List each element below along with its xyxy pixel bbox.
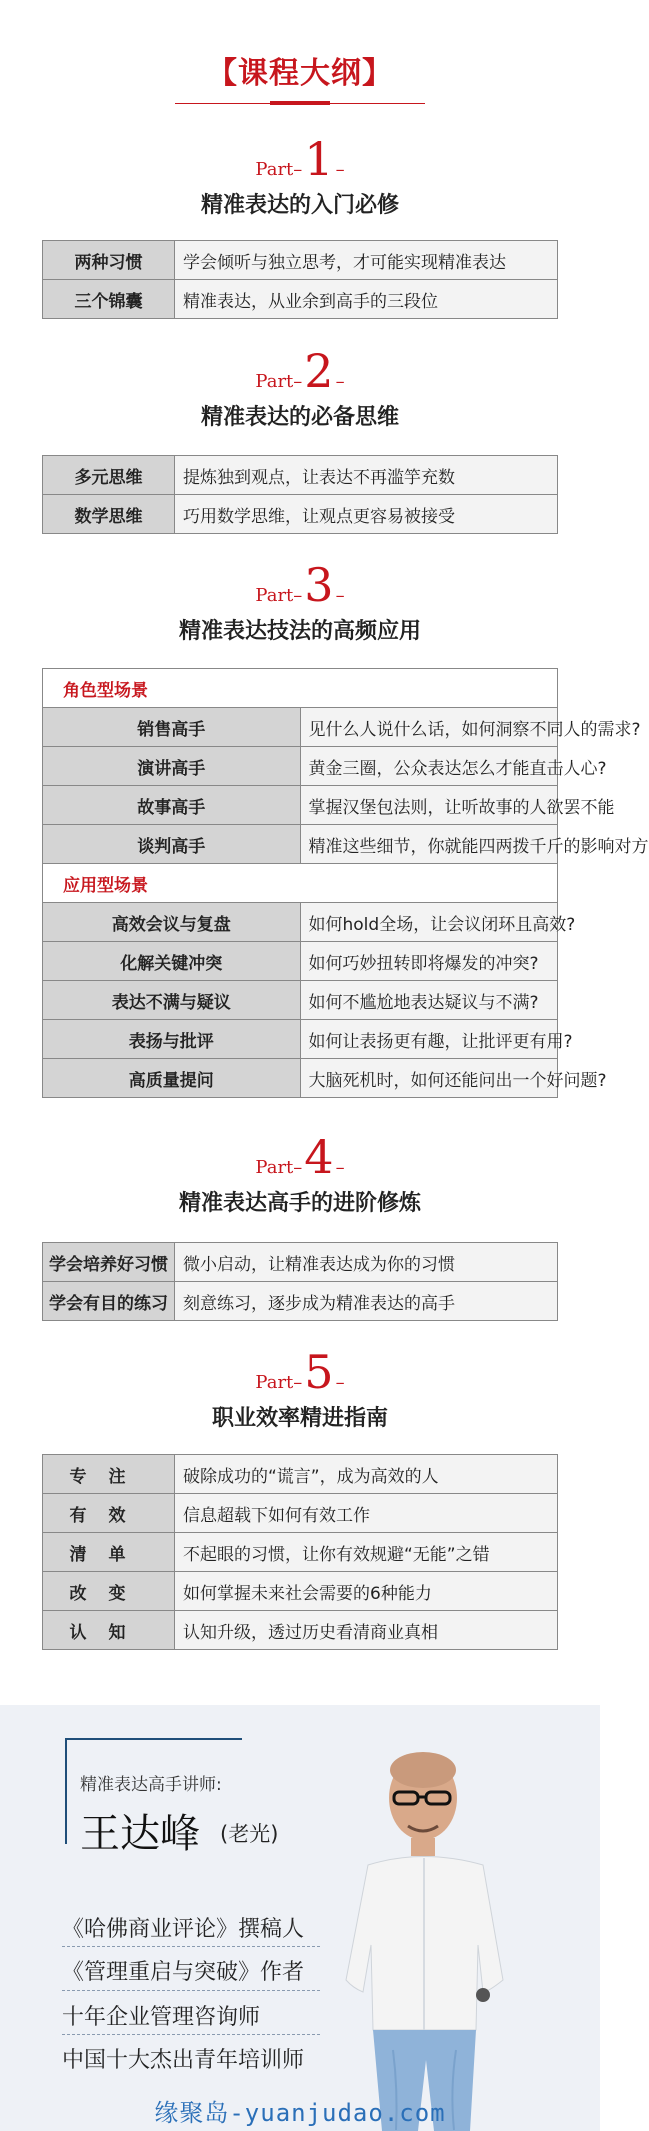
row-description: 信息超载下如何有效工作 bbox=[175, 1494, 558, 1533]
row-description: 巧用数学思维，让观点更容易被接受 bbox=[175, 495, 558, 534]
part-2-table bbox=[42, 455, 558, 534]
instructor-alias: (老光) bbox=[220, 1822, 279, 1846]
divider bbox=[62, 1990, 320, 1991]
table-row bbox=[43, 241, 558, 280]
part-label: Part bbox=[255, 159, 294, 180]
row-description: 学会倾听与独立思考，才可能实现精准表达 bbox=[175, 241, 558, 280]
row-description: 破除成功的“谎言”，成为高效的人 bbox=[175, 1455, 558, 1494]
row-label: 高效会议与复盘 bbox=[43, 903, 301, 942]
part-label: Part bbox=[255, 1157, 294, 1178]
row-description: 大脑死机时，如何还能问出一个好问题? bbox=[300, 1059, 558, 1098]
part-3-header: Part–3 – 精准表达技法的高频应用 bbox=[0, 558, 600, 645]
part-3-title: 精准表达技法的高频应用 bbox=[178, 619, 421, 644]
category-heading: 角色型场景 bbox=[43, 669, 558, 708]
instructor-photo bbox=[338, 1730, 600, 2131]
row-description: 见什么人说什么话，如何洞察不同人的需求? bbox=[300, 708, 558, 747]
part-number: 2 bbox=[304, 344, 334, 398]
part-5-table bbox=[42, 1454, 558, 1650]
row-description: 如何hold全场，让会议闭环且高效? bbox=[300, 903, 558, 942]
row-label: 销售高手 bbox=[43, 708, 301, 747]
row-label: 化解关键冲突 bbox=[43, 942, 301, 981]
row-label: 谈判高手 bbox=[43, 825, 301, 864]
row-label: 学会有目的练习 bbox=[43, 1282, 175, 1321]
part-number: 4 bbox=[304, 1130, 334, 1184]
page-title: 【课程大纲】 bbox=[207, 56, 393, 91]
row-label: 高质量提问 bbox=[43, 1059, 301, 1098]
row-label: 改变 bbox=[43, 1572, 175, 1611]
credential-item: 《哈佛商业评论》撰稿人 bbox=[62, 1917, 305, 1942]
table-category-row bbox=[43, 669, 558, 708]
table-row bbox=[43, 903, 558, 942]
table-row bbox=[43, 456, 558, 495]
title-divider-accent bbox=[270, 101, 330, 105]
row-label: 两种习惯 bbox=[43, 241, 175, 280]
row-label: 认知 bbox=[43, 1611, 175, 1650]
table-row bbox=[43, 1059, 558, 1098]
table-row bbox=[43, 1572, 558, 1611]
instructor-name: 王达峰 bbox=[80, 1811, 200, 1857]
table-row bbox=[43, 1020, 558, 1059]
table-row bbox=[43, 786, 558, 825]
part-label: Part bbox=[255, 1372, 294, 1393]
table-row bbox=[43, 708, 558, 747]
row-description: 掌握汉堡包法则，让听故事的人欲罢不能 bbox=[300, 786, 558, 825]
row-description: 精准这些细节，你就能四两拨千斤的影响对方 bbox=[300, 825, 558, 864]
credential-item: 中国十大杰出青年培训师 bbox=[62, 2048, 305, 2073]
row-description: 认知升级，透过历史看清商业真相 bbox=[175, 1611, 558, 1650]
table-row bbox=[43, 1611, 558, 1650]
table-row bbox=[43, 981, 558, 1020]
row-description: 如何巧妙扭转即将爆发的冲突? bbox=[300, 942, 558, 981]
table-category-row bbox=[43, 864, 558, 903]
part-4-header: Part–4 – 精准表达高手的进阶修炼 bbox=[0, 1130, 600, 1217]
row-description: 精准表达，从业余到高手的三段位 bbox=[175, 280, 558, 319]
table-row bbox=[43, 495, 558, 534]
row-description: 提炼独到观点，让表达不再滥竽充数 bbox=[175, 456, 558, 495]
row-description: 不起眼的习惯，让你有效规避“无能”之错 bbox=[175, 1533, 558, 1572]
part-5-title: 职业效率精进指南 bbox=[211, 1406, 388, 1431]
part-4-table bbox=[42, 1242, 558, 1321]
part-5-header: Part–5 – 职业效率精进指南 bbox=[0, 1345, 600, 1432]
divider bbox=[62, 1946, 320, 1947]
part-2-title: 精准表达的必备思维 bbox=[200, 405, 399, 430]
row-description: 如何掌握未来社会需要的6种能力 bbox=[175, 1572, 558, 1611]
instructor-label: 精准表达高手讲师: bbox=[80, 1775, 222, 1795]
table-row bbox=[43, 747, 558, 786]
part-4-title: 精准表达高手的进阶修炼 bbox=[178, 1191, 421, 1216]
part-1-table bbox=[42, 240, 558, 319]
table-row bbox=[43, 1282, 558, 1321]
part-2-header: Part–2 – 精准表达的必备思维 bbox=[0, 344, 600, 431]
table-row bbox=[43, 1455, 558, 1494]
table-row bbox=[43, 942, 558, 981]
row-label: 有效 bbox=[43, 1494, 175, 1533]
part-1-title: 精准表达的入门必修 bbox=[200, 193, 399, 218]
row-label: 学会培养好习惯 bbox=[43, 1243, 175, 1282]
row-label: 清单 bbox=[43, 1533, 175, 1572]
table-row bbox=[43, 1533, 558, 1572]
part-number: 3 bbox=[304, 558, 334, 612]
page-header bbox=[0, 48, 600, 92]
row-label: 故事高手 bbox=[43, 786, 301, 825]
divider bbox=[62, 2034, 320, 2035]
part-number: 5 bbox=[304, 1345, 334, 1399]
category-heading: 应用型场景 bbox=[43, 864, 558, 903]
row-label: 演讲高手 bbox=[43, 747, 301, 786]
row-description: 微小启动，让精准表达成为你的习惯 bbox=[175, 1243, 558, 1282]
table-row bbox=[43, 825, 558, 864]
row-description: 如何让表扬更有趣，让批评更有用? bbox=[300, 1020, 558, 1059]
row-label: 数学思维 bbox=[43, 495, 175, 534]
credential-item: 《管理重启与突破》作者 bbox=[62, 1960, 305, 1985]
part-1-header: Part–1 – 精准表达的入门必修 bbox=[0, 132, 600, 219]
row-description: 黄金三圈，公众表达怎么才能直击人心? bbox=[300, 747, 558, 786]
row-label: 多元思维 bbox=[43, 456, 175, 495]
row-label: 表达不满与疑议 bbox=[43, 981, 301, 1020]
watermark-text: 缘聚岛-yuanjudao.com bbox=[154, 2099, 446, 2127]
row-description: 刻意练习，逐步成为精准表达的高手 bbox=[175, 1282, 558, 1321]
part-label: Part bbox=[255, 585, 294, 606]
row-label: 专注 bbox=[43, 1455, 175, 1494]
row-label: 三个锦囊 bbox=[43, 280, 175, 319]
table-row bbox=[43, 1243, 558, 1282]
table-row bbox=[43, 280, 558, 319]
table-row bbox=[43, 1494, 558, 1533]
credential-item: 十年企业管理咨询师 bbox=[62, 2005, 261, 2030]
row-label: 表扬与批评 bbox=[43, 1020, 301, 1059]
part-label: Part bbox=[255, 371, 294, 392]
row-description: 如何不尴尬地表达疑议与不满? bbox=[300, 981, 558, 1020]
part-3-table bbox=[42, 668, 649, 1098]
part-number: 1 bbox=[304, 132, 334, 186]
